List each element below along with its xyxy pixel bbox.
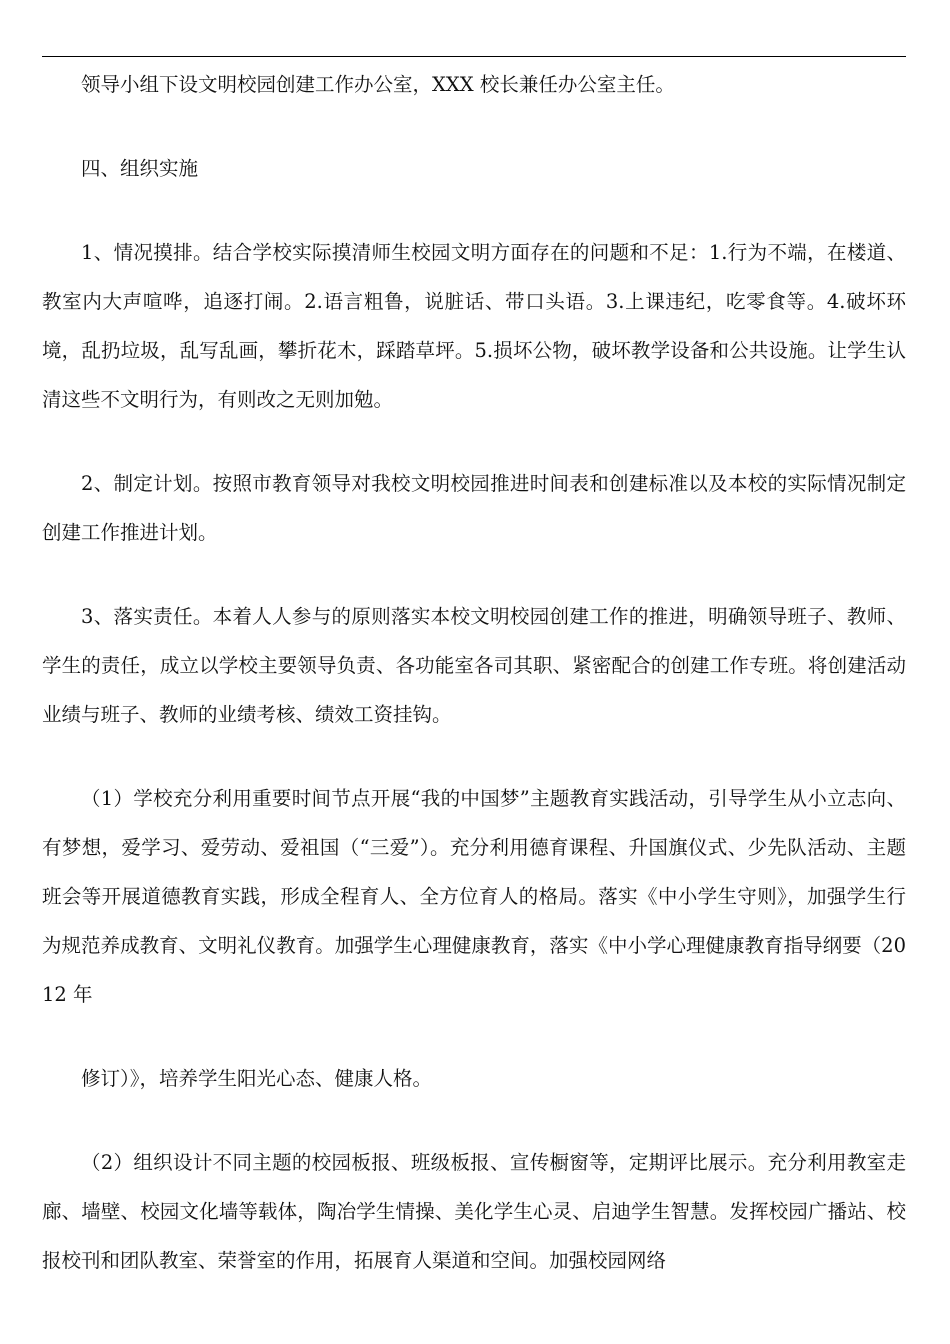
paragraph-item-2: （2）组织设计不同主题的校园板报、班级板报、宣传橱窗等，定期评比展示。充分利用教室走廊、墙壁、校园文化墙等载体，陶冶学生情操、美化学生心灵、启迪学生智慧。发挥校园广播站、校报校刊和团队教室、荣誉室的作用，拓展育人渠道和空间。加强校园网络 (42, 1151, 906, 1272)
paragraph-office-setup: 领导小组下设文明校园创建工作办公室，XXX 校长兼任办公室主任。 (81, 73, 675, 96)
paragraph-item-1: （1）学校充分利用重要时间节点开展“我的中国梦”主题教育实践活动，引导学生从小立志向、有梦想，爱学习、爱劳动、爱祖国（“三爱”）。充分利用德育课程、升国旗仪式、少先队活动、主题班会等开展道德教育实践，形成全程育人、全方位育人的格局。落实《中小学生守则》，加强学生行为规范养成教育、文明礼仪教育。加强学生心理健康教育，落实《中小学心理健康教育指导纲要（2012 年 (42, 787, 906, 1006)
paragraph-situation-survey: 1、情况摸排。结合学校实际摸清师生校园文明方面存在的问题和不足：1.行为不端，在楼道、教室内大声喧哗，追逐打闹。2.语言粗鲁，说脏话、带口头语。3.上课违纪，吃零食等。4.破坏环境，乱扔垃圾，乱写乱画，攀折花木，踩踏草坪。5.损坏公物，破坏教学设备和公共设施。让学生认清这些不文明行为，有则改之无则加勉。 (42, 241, 906, 411)
paragraph-assign-responsibility: 3、落实责任。本着人人参与的原则落实本校文明校园创建工作的推进，明确领导班子、教师、学生的责任，成立以学校主要领导负责、各功能室各司其职、紧密配合的创建工作专班。将创建活动业绩与班子、教师的业绩考核、绩效工资挂钩。 (42, 605, 906, 726)
section-heading-implementation: 四、组织实施 (81, 157, 199, 180)
document-body (42, 60, 906, 1285)
paragraph-item-1-continuation: 修订）》，培养学生阳光心态、健康人格。 (81, 1067, 433, 1090)
paragraph-make-plan: 2、制定计划。按照市教育领导对我校文明校园推进时间表和创建标准以及本校的实际情况制定创建工作推进计划。 (42, 472, 906, 544)
header-rule (42, 56, 906, 57)
